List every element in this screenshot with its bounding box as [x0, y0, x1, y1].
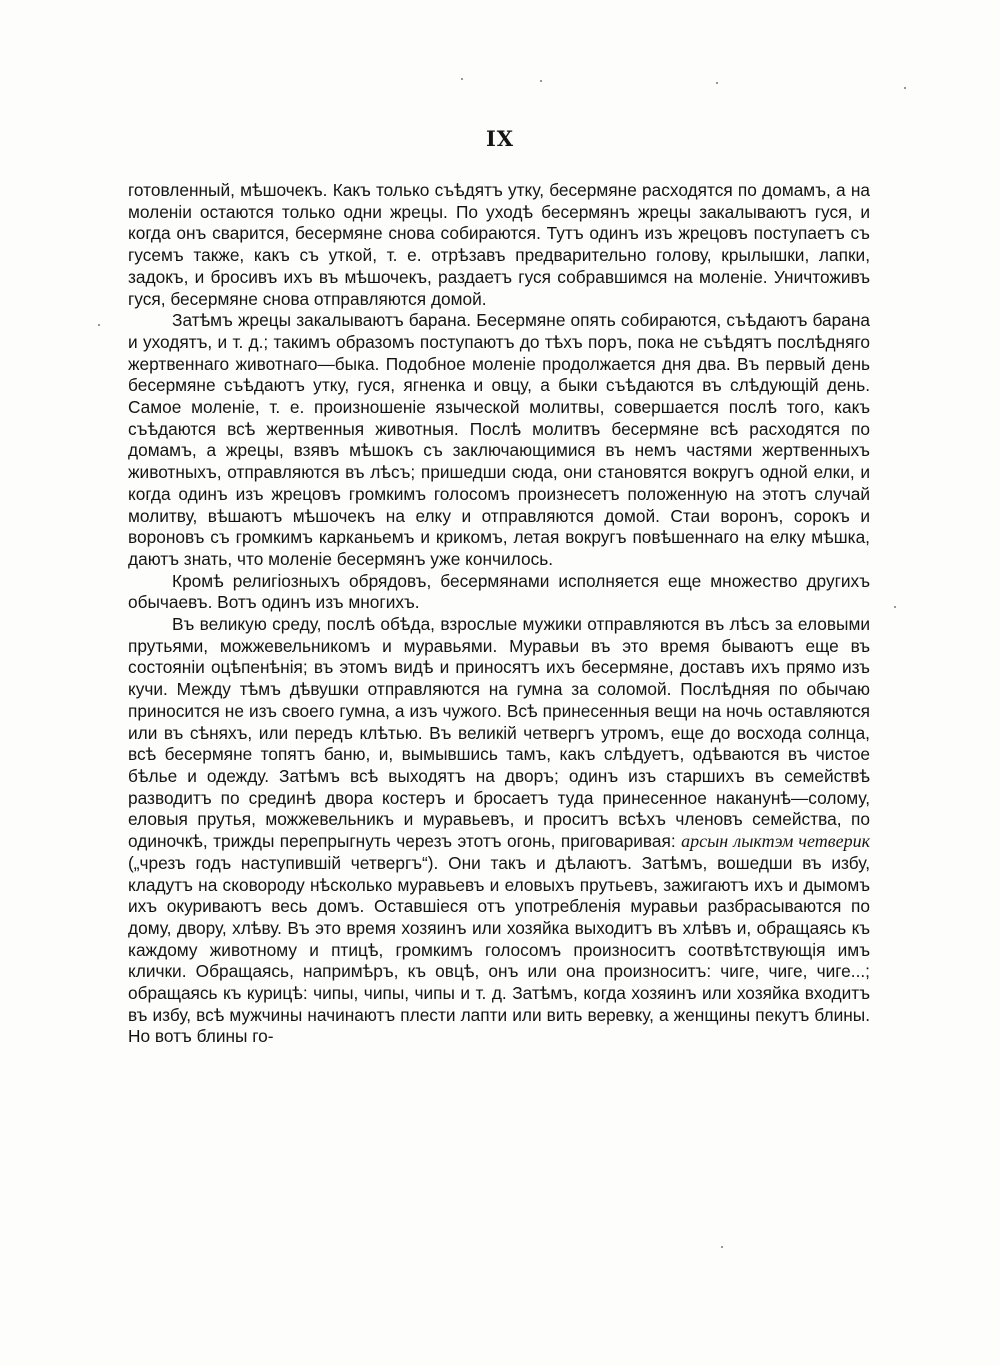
scan-speck [716, 82, 718, 84]
page-number: IX [485, 126, 515, 151]
paragraph-4 [128, 614, 870, 1048]
scan-speck [98, 324, 100, 326]
paragraph-4-italic-phrase: арсын лыктэм четверик [681, 831, 870, 852]
paragraph-4-text-before: Въ великую среду, послѣ обѣда, взрослые мужики отправляются въ лѣсъ за еловыми прутьями, можжевельникомъ и муравьями. Муравьи въ это время бываютъ еще въ состояніи оцѣпенѣнія; въ этомъ видѣ и приносятъ ихъ бесермяне, доставъ ихъ прямо изъ кучи. Между тѣмъ дѣвушки отправляются на гумна за соломой. Послѣдняя по обычаю приносится не изъ своего гумна, а изъ чужого. Всѣ принесенныя вещи на ночь оставляются или въ сѣняхъ, или передъ клѣтью. Въ великій четвергъ утромъ, еще до восхода солнца, всѣ бесермяне топятъ баню, и, вымывшись тамъ, какъ слѣдуетъ, одѣваются въ чистое бѣлье и одежду. Затѣмъ всѣ выходятъ на дворъ; одинъ изъ старшихъ въ семействѣ разводитъ по срединѣ двора костеръ и бросаетъ туда принесенное наканунѣ—солому, еловыя прутья, можжевельникъ и муравьевъ, и проситъ всѣхъ членовъ семейства, по одиночкѣ, трижды перепрыгнуть черезъ этотъ огонь, приговаривая: [128, 614, 870, 852]
scan-speck [721, 1246, 723, 1248]
scan-speck [904, 87, 906, 89]
scan-speck [540, 80, 542, 82]
paragraph-3: Кромѣ религіозныхъ обрядовъ, бесермянами исполняется еще множество другихъ обычаевъ. Вотъ одинъ изъ многихъ. [128, 570, 870, 613]
scan-speck [894, 606, 896, 608]
paragraph-1: готовленный, мѣшочекъ. Какъ только съѣдятъ утку, бесермяне расходятся по домамъ, а на моленіи остаются только одни жрецы. По уходѣ бесермянъ жрецы закалываютъ гуся, и когда онъ сварится, бесермяне снова собираются. Тутъ одинъ изъ жрецовъ поступаетъ съ гусемъ также, какъ съ уткой, т. е. отрѣзавъ предварительно голову, крылышки, лапки, задокъ, и бросивъ ихъ въ мѣшочекъ, раздаетъ гуся собравшимся на моленіе. Уничтоживъ гуся, бесермяне снова отправляются домой. [128, 180, 870, 309]
scan-speck [461, 78, 463, 80]
body-text [128, 180, 870, 1048]
paragraph-4-text-after: („чрезъ годъ наступившій четвергъ“). Они такъ и дѣлаютъ. Затѣмъ, вошедши въ избу, кладутъ на сковороду нѣсколько муравьевъ и еловыхъ прутьевъ, зажигаютъ ихъ и дымомъ ихъ окуриваютъ весь домъ. Оставшіеся отъ употребленія муравьи разбрасываются по дому, двору, хлѣву. Въ это время хозяинъ или хозяйка выходитъ въ хлѣвъ и, обращаясь къ каждому животному и птицѣ, громкимъ голосомъ произноситъ соотвѣтствующія имъ клички. Обращаясь, напримѣръ, къ овцѣ, онъ или она произноситъ: чиге, чиге, чиге...; обращаясь къ курицѣ: чипы, чипы, чипы и т. д. Затѣмъ, когда хозяинъ или хозяйка входитъ въ избу, всѣ мужчины начинаютъ плести лапти или вить веревку, а женщины пекутъ блины. Но вотъ блины го- [128, 852, 870, 1047]
paragraph-2: Затѣмъ жрецы закалываютъ барана. Бесермяне опять собираются, съѣдаютъ барана и уходятъ, и т. д.; такимъ образомъ поступаютъ до тѣхъ поръ, пока не съѣдятъ послѣдняго жертвеннаго животнаго—быка. Подобное моленіе продолжается дня два. Въ первый день бесермяне съѣдаютъ утку, гуся, ягненка и овцу, а быки съѣдаются въ слѣдующій день. Самое моленіе, т. е. произношеніе языческой молитвы, совершается послѣ того, какъ съѣдаются всѣ жертвенныя животныя. Послѣ молитвъ бесермяне всѣ расходятся по домамъ, а жрецы, взявъ мѣшокъ съ заключающимися въ немъ частями жертвенныхъ животныхъ, отправляются въ лѣсъ; пришедши сюда, они становятся вокругъ одной елки, и когда одинъ изъ жрецовъ громкимъ голосомъ произнесетъ положенную на этотъ случай молитву, вѣшаютъ мѣшочекъ на елку и отправляются домой. Стаи воронъ, сорокъ и вороновъ съ громкимъ карканьемъ и крикомъ, летая вокругъ повѣшеннаго на елку мѣшка, даютъ знать, что моленіе бесермянъ уже кончилось. [128, 310, 870, 569]
